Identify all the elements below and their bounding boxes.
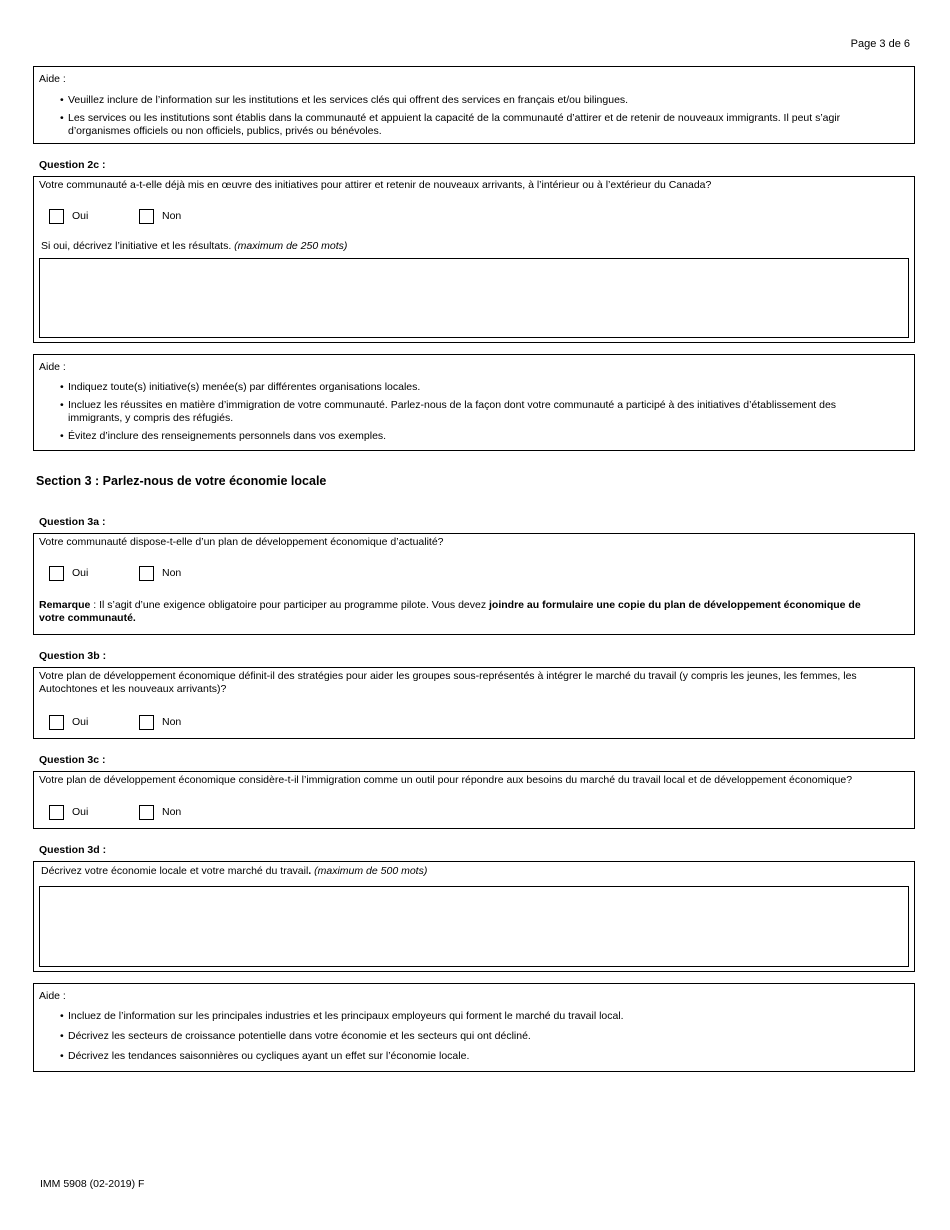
question-3d-box [33,861,915,972]
checkbox-oui-label: Oui [72,210,89,222]
choice-oui[interactable] [49,715,88,730]
help-item: • Évitez d’inclure des renseignements personnels dans vos exemples. [60,430,874,443]
question-2c-box [33,176,915,343]
question-3c-box [33,771,915,829]
choice-non[interactable] [139,209,181,224]
checkbox-non[interactable] [139,805,154,820]
remark-label: Remarque [39,599,91,611]
checkbox-oui-label: Oui [72,716,89,728]
prompt-text: Si oui, décrivez l’initiative et les résultats. [41,240,235,252]
checkbox-non-label: Non [162,806,182,818]
help-title: Aide : [39,73,66,85]
question-3b-label: Question 3b : [39,650,107,662]
remark-text: : Il s’agit d’une exigence obligatoire pour participer au programme pilote. Vous devez [90,599,490,611]
question-3a-remark [39,599,889,625]
choice-oui[interactable] [49,805,88,820]
help-item: • Incluez les réussites en matière d’immigration de votre communauté. Parlez-nous de la façon dont votre communauté a participé à des initiatives d’établissement des immigrants, y compris des réfugiés. [60,399,874,425]
prompt-text: Décrivez votre économie locale et votre marché du travail [41,865,309,877]
section-3-title: Section 3 : Parlez-nous de votre économie locale [36,474,327,488]
checkbox-non-label: Non [162,210,182,222]
question-3c-text: Votre plan de développement économique considère-t-il l’immigration comme un outil pour répondre aux besoins du marché du travail local et de développement économique? [39,774,853,786]
answer-2c-textarea[interactable] [39,258,909,338]
checkbox-oui[interactable] [49,566,64,581]
question-2c-text: Votre communauté a-t-elle déjà mis en œuvre des initiatives pour attirer et retenir de nouveaux arrivants, à l’intérieur ou à l’extérieur du Canada? [39,179,712,191]
form-code: IMM 5908 (02-2019) F [40,1178,145,1190]
help-item: • Indiquez toute(s) initiative(s) menée(s) par différentes organisations locales. [60,381,874,394]
help-item: • Incluez de l’information sur les principales industries et les principaux employeurs qui forment le marché du travail local. [60,1010,874,1023]
question-3b-box [33,667,915,739]
checkbox-non[interactable] [139,209,154,224]
checkbox-oui[interactable] [49,715,64,730]
help-box-institutions [33,66,915,144]
remark-bold-text: joindre au formulaire une copie du plan de développement économique de votre communauté. [39,599,861,624]
question-3b-text: Votre plan de développement économique définit-il des stratégies pour aider les groupes sous-représentés à intégrer le marché du travail (y compris les jeunes, les femmes, les Autochtones et les nouveaux arrivants)? [39,670,857,695]
help-item: • Les services ou les institutions sont établis dans la communauté et appuient la capacité de la communauté d’attirer et de retenir de nouveaux immigrants. Il peut s’agir d’organismes officiels ou non officiels, publics, privés ou bénévoles. [60,112,874,138]
help-list [60,94,874,138]
help-list [60,381,874,443]
question-3a-text: Votre communauté dispose-t-elle d’un plan de développement économique d’actualité? [39,536,444,548]
choice-non[interactable] [139,805,181,820]
question-3c-label: Question 3c : [39,754,106,766]
choice-non[interactable] [139,715,181,730]
checkbox-non-label: Non [162,567,182,579]
checkbox-non-label: Non [162,716,182,728]
question-2c-label: Question 2c : [39,159,106,171]
help-item: • Décrivez les secteurs de croissance potentielle dans votre économie et les secteurs qui ont décliné. [60,1030,874,1043]
checkbox-oui-label: Oui [72,567,89,579]
choice-non[interactable] [139,566,181,581]
question-3d-prompt [41,865,889,878]
checkbox-non[interactable] [139,715,154,730]
question-3a-label: Question 3a : [39,516,106,528]
help-item: • Veuillez inclure de l’information sur les institutions et les services clés qui offrent des services en français et/ou bilingues. [60,94,874,107]
page-number: Page 3 de 6 [850,38,910,50]
help-list [60,1010,874,1063]
help-title: Aide : [39,990,66,1002]
question-3a-box [33,533,915,635]
prompt-period: . [308,865,312,877]
question-2c-prompt [41,240,889,253]
help-title: Aide : [39,361,66,373]
checkbox-oui[interactable] [49,209,64,224]
question-3d-label: Question 3d : [39,844,107,856]
help-item: • Décrivez les tendances saisonnières ou cycliques ayant un effet sur l’économie locale. [60,1050,874,1063]
checkbox-oui-label: Oui [72,806,89,818]
help-box-economy [33,983,915,1072]
checkbox-non[interactable] [139,566,154,581]
checkbox-oui[interactable] [49,805,64,820]
choice-oui[interactable] [49,209,88,224]
help-box-initiatives [33,354,915,451]
answer-3d-textarea[interactable] [39,886,909,967]
word-limit: (maximum de 500 mots) [311,865,428,877]
choice-oui[interactable] [49,566,88,581]
word-limit: (maximum de 250 mots) [234,240,348,252]
